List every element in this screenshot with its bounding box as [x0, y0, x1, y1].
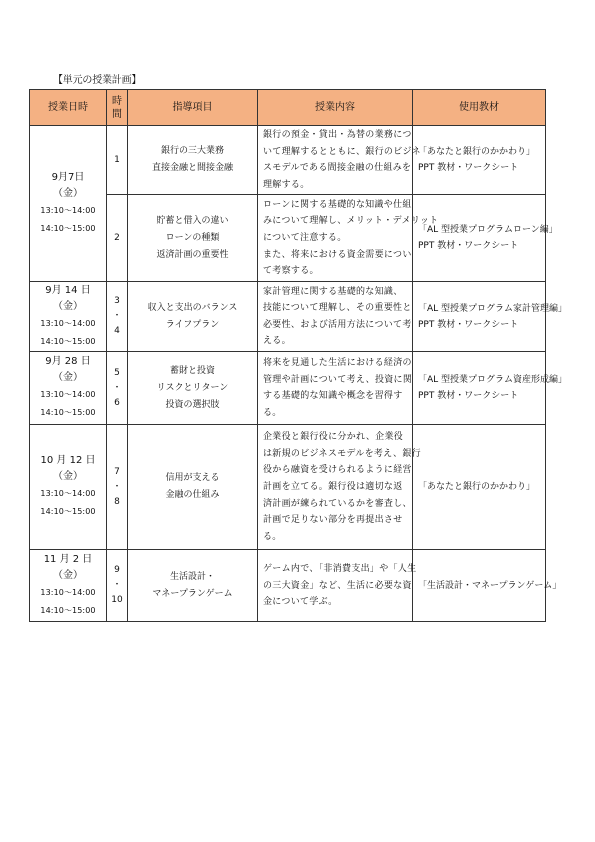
period-cell: [107, 282, 128, 352]
table-header-row: [30, 90, 546, 126]
material-line: PPT 教材・ワークシート: [418, 241, 519, 252]
date-text: 11 月 2 日: [43, 553, 93, 565]
time-slot: 14:10～15:00: [40, 605, 96, 615]
topic-cell: [128, 126, 258, 195]
weekday-text: （金）: [53, 471, 83, 483]
content-cell: [258, 352, 413, 425]
time-slot: 14:10～15:00: [40, 223, 96, 233]
date-cell: [30, 282, 107, 352]
table-row: [30, 425, 546, 550]
content-line: について注意する。: [263, 233, 347, 244]
content-line: の三大資金」など、生活に必要な資: [263, 580, 412, 591]
content-line: る。: [263, 407, 282, 418]
header-period-line1: 時: [112, 95, 122, 107]
content-line: える。: [263, 336, 291, 347]
topic-line: リスクとリターン: [156, 382, 229, 393]
content-line: 管理や計画について考え、投資に関: [263, 374, 413, 385]
material-line: PPT 教材・ワークシート: [418, 319, 519, 330]
header-topic: 指導項目: [128, 90, 258, 126]
content-cell: [258, 425, 421, 550]
period-cell: [107, 352, 128, 425]
period-text: 2: [114, 232, 120, 243]
date-text: 10 月 12 日: [40, 455, 96, 467]
content-line: 技能について理解し、その重要性と: [263, 303, 412, 314]
content-line: みについて理解し、メリット・デメリット: [263, 216, 439, 227]
topic-cell: [128, 282, 258, 352]
content-line: 銀行の預金・貸出・為替の業務につ: [263, 130, 412, 140]
materials-cell: [413, 282, 567, 352]
period-cell: [107, 550, 128, 622]
material-line: 「あなたと銀行のかかわり」: [418, 482, 536, 493]
content-line: する基礎的な知識や概念を習得す: [263, 391, 403, 402]
material-line: 「AL 型授業プログラム資産形成編」: [418, 375, 567, 386]
topic-line: 収入と支出のバランス: [147, 302, 238, 313]
material-line: 「生活設計・マネープランゲーム」: [418, 580, 562, 591]
content-line: 将来を見通した生活における経済の: [263, 358, 412, 369]
topic-line: ローンの種類: [165, 232, 220, 243]
topic-line: ライフプラン: [165, 319, 220, 330]
time-slot: 13:10～14:00: [40, 489, 96, 499]
topic-line: 蓄財と投資: [169, 365, 215, 376]
table-row: [30, 195, 546, 282]
date-text: 9月7日: [51, 171, 85, 183]
period-cell: [107, 195, 128, 282]
period-separator: ・: [112, 580, 122, 591]
content-line: 家計管理に関する基礎的な知識、: [263, 286, 403, 297]
header-materials: 使用教材: [413, 90, 546, 126]
date-cell: [30, 352, 107, 425]
time-slot: 14:10～15:00: [40, 507, 96, 517]
topic-cell: [128, 352, 258, 425]
period-separator: ・: [112, 311, 122, 322]
content-line: 理解する。: [263, 179, 310, 190]
period-separator: ・: [112, 382, 122, 393]
content-line: また、将来における資金需要につい: [263, 249, 412, 260]
topic-line: 貯蓄と借入の違い: [156, 215, 229, 226]
time-slot: 13:10～14:00: [40, 318, 96, 328]
header-content: 授業内容: [258, 90, 413, 126]
material-line: 「あなたと銀行のかかわり」: [418, 147, 536, 158]
topic-line: 信用が支える: [165, 473, 220, 484]
table-row: [30, 282, 546, 352]
period-cell: [107, 425, 128, 550]
date-cell: [30, 126, 107, 282]
topic-line: 投資の選択肢: [165, 399, 220, 410]
period-text: 9: [114, 565, 120, 576]
material-line: PPT 教材・ワークシート: [418, 163, 519, 174]
materials-cell: [413, 550, 562, 622]
date-text: 9月 28 日: [45, 356, 91, 368]
period-text: 10: [111, 595, 123, 606]
section-heading: 【単元の授業計画】: [53, 75, 142, 86]
table-row: [30, 550, 546, 622]
content-line: 企業役と銀行役に分かれ、企業役: [263, 432, 404, 443]
content-line: は新規のビジネスモデルを考え、銀行: [263, 448, 421, 459]
header-period-line2: 間: [112, 108, 122, 120]
topic-cell: [128, 195, 258, 282]
topic-line: 生活設計・: [169, 571, 215, 582]
content-line: 役から融資を受けられるように経営: [263, 465, 412, 476]
material-line: 「AL 型授業プログラム家計管理編」: [418, 303, 567, 314]
period-cell: [107, 126, 128, 195]
period-text: 4: [114, 326, 120, 337]
header-period: [107, 90, 128, 126]
lesson-plan-table: [29, 89, 567, 622]
content-cell: [258, 195, 439, 282]
weekday-text: （金）: [53, 300, 83, 312]
materials-cell: [413, 425, 546, 550]
content-cell: [258, 126, 421, 195]
content-line: 計画で足りない部分を再提出させ: [263, 515, 403, 526]
time-slot: 13:10～14:00: [40, 390, 96, 400]
period-text: 3: [114, 296, 120, 307]
topic-line: 返済計画の重要性: [156, 249, 229, 260]
period-text: 8: [114, 496, 120, 507]
content-line: 計画を立てる。銀行役は適切な返: [263, 482, 403, 493]
content-line: スモデルである間接金融の仕組みを: [263, 163, 412, 174]
weekday-text: （金）: [53, 569, 83, 581]
content-line: 必要性、および活用方法について考: [263, 319, 412, 330]
time-slot: 14:10～15:00: [40, 336, 96, 346]
period-text: 6: [114, 397, 120, 408]
topic-line: 金融の仕組み: [165, 490, 220, 501]
time-slot: 14:10～15:00: [40, 408, 96, 418]
period-text: 7: [114, 466, 120, 477]
content-cell: [258, 550, 417, 622]
topic-line: マネープランゲーム: [152, 588, 233, 599]
content-line: ゲーム内で、「非消費支出」や「人生: [263, 563, 417, 574]
time-slot: 13:10～14:00: [40, 587, 96, 597]
table-row: [30, 352, 546, 425]
material-line: 「AL 型授業プログラムローン編」: [418, 225, 558, 236]
content-line: る。: [263, 531, 282, 542]
content-line: ローンに関する基礎的な知識や仕組: [263, 199, 412, 210]
time-slot: 13:10～14:00: [40, 205, 96, 215]
content-line: て考察する。: [263, 266, 319, 277]
materials-cell: [413, 352, 567, 425]
date-cell: [30, 550, 107, 622]
weekday-text: （金）: [53, 372, 83, 384]
table-row: [30, 126, 546, 195]
topic-cell: [128, 425, 258, 550]
period-text: 5: [114, 367, 120, 378]
weekday-text: （金）: [53, 187, 83, 199]
header-date: 授業日時: [30, 90, 107, 126]
topic-line: 直接金融と間接金融: [151, 163, 233, 174]
period-separator: ・: [112, 481, 122, 492]
date-cell: [30, 425, 107, 550]
materials-cell: [413, 126, 546, 195]
content-line: 済計画が練られているかを審査し、: [263, 498, 412, 509]
materials-cell: [413, 195, 558, 282]
date-text: 9月 14 日: [45, 284, 91, 296]
content-cell: [258, 282, 413, 352]
content-line: いて理解するとともに、銀行のビジネ: [263, 146, 421, 157]
material-line: PPT 教材・ワークシート: [418, 391, 519, 402]
period-text: 1: [114, 154, 120, 165]
content-line: 金について学ぶ。: [263, 597, 338, 608]
topic-cell: [128, 550, 258, 622]
topic-line: 銀行の三大業務: [160, 146, 224, 157]
